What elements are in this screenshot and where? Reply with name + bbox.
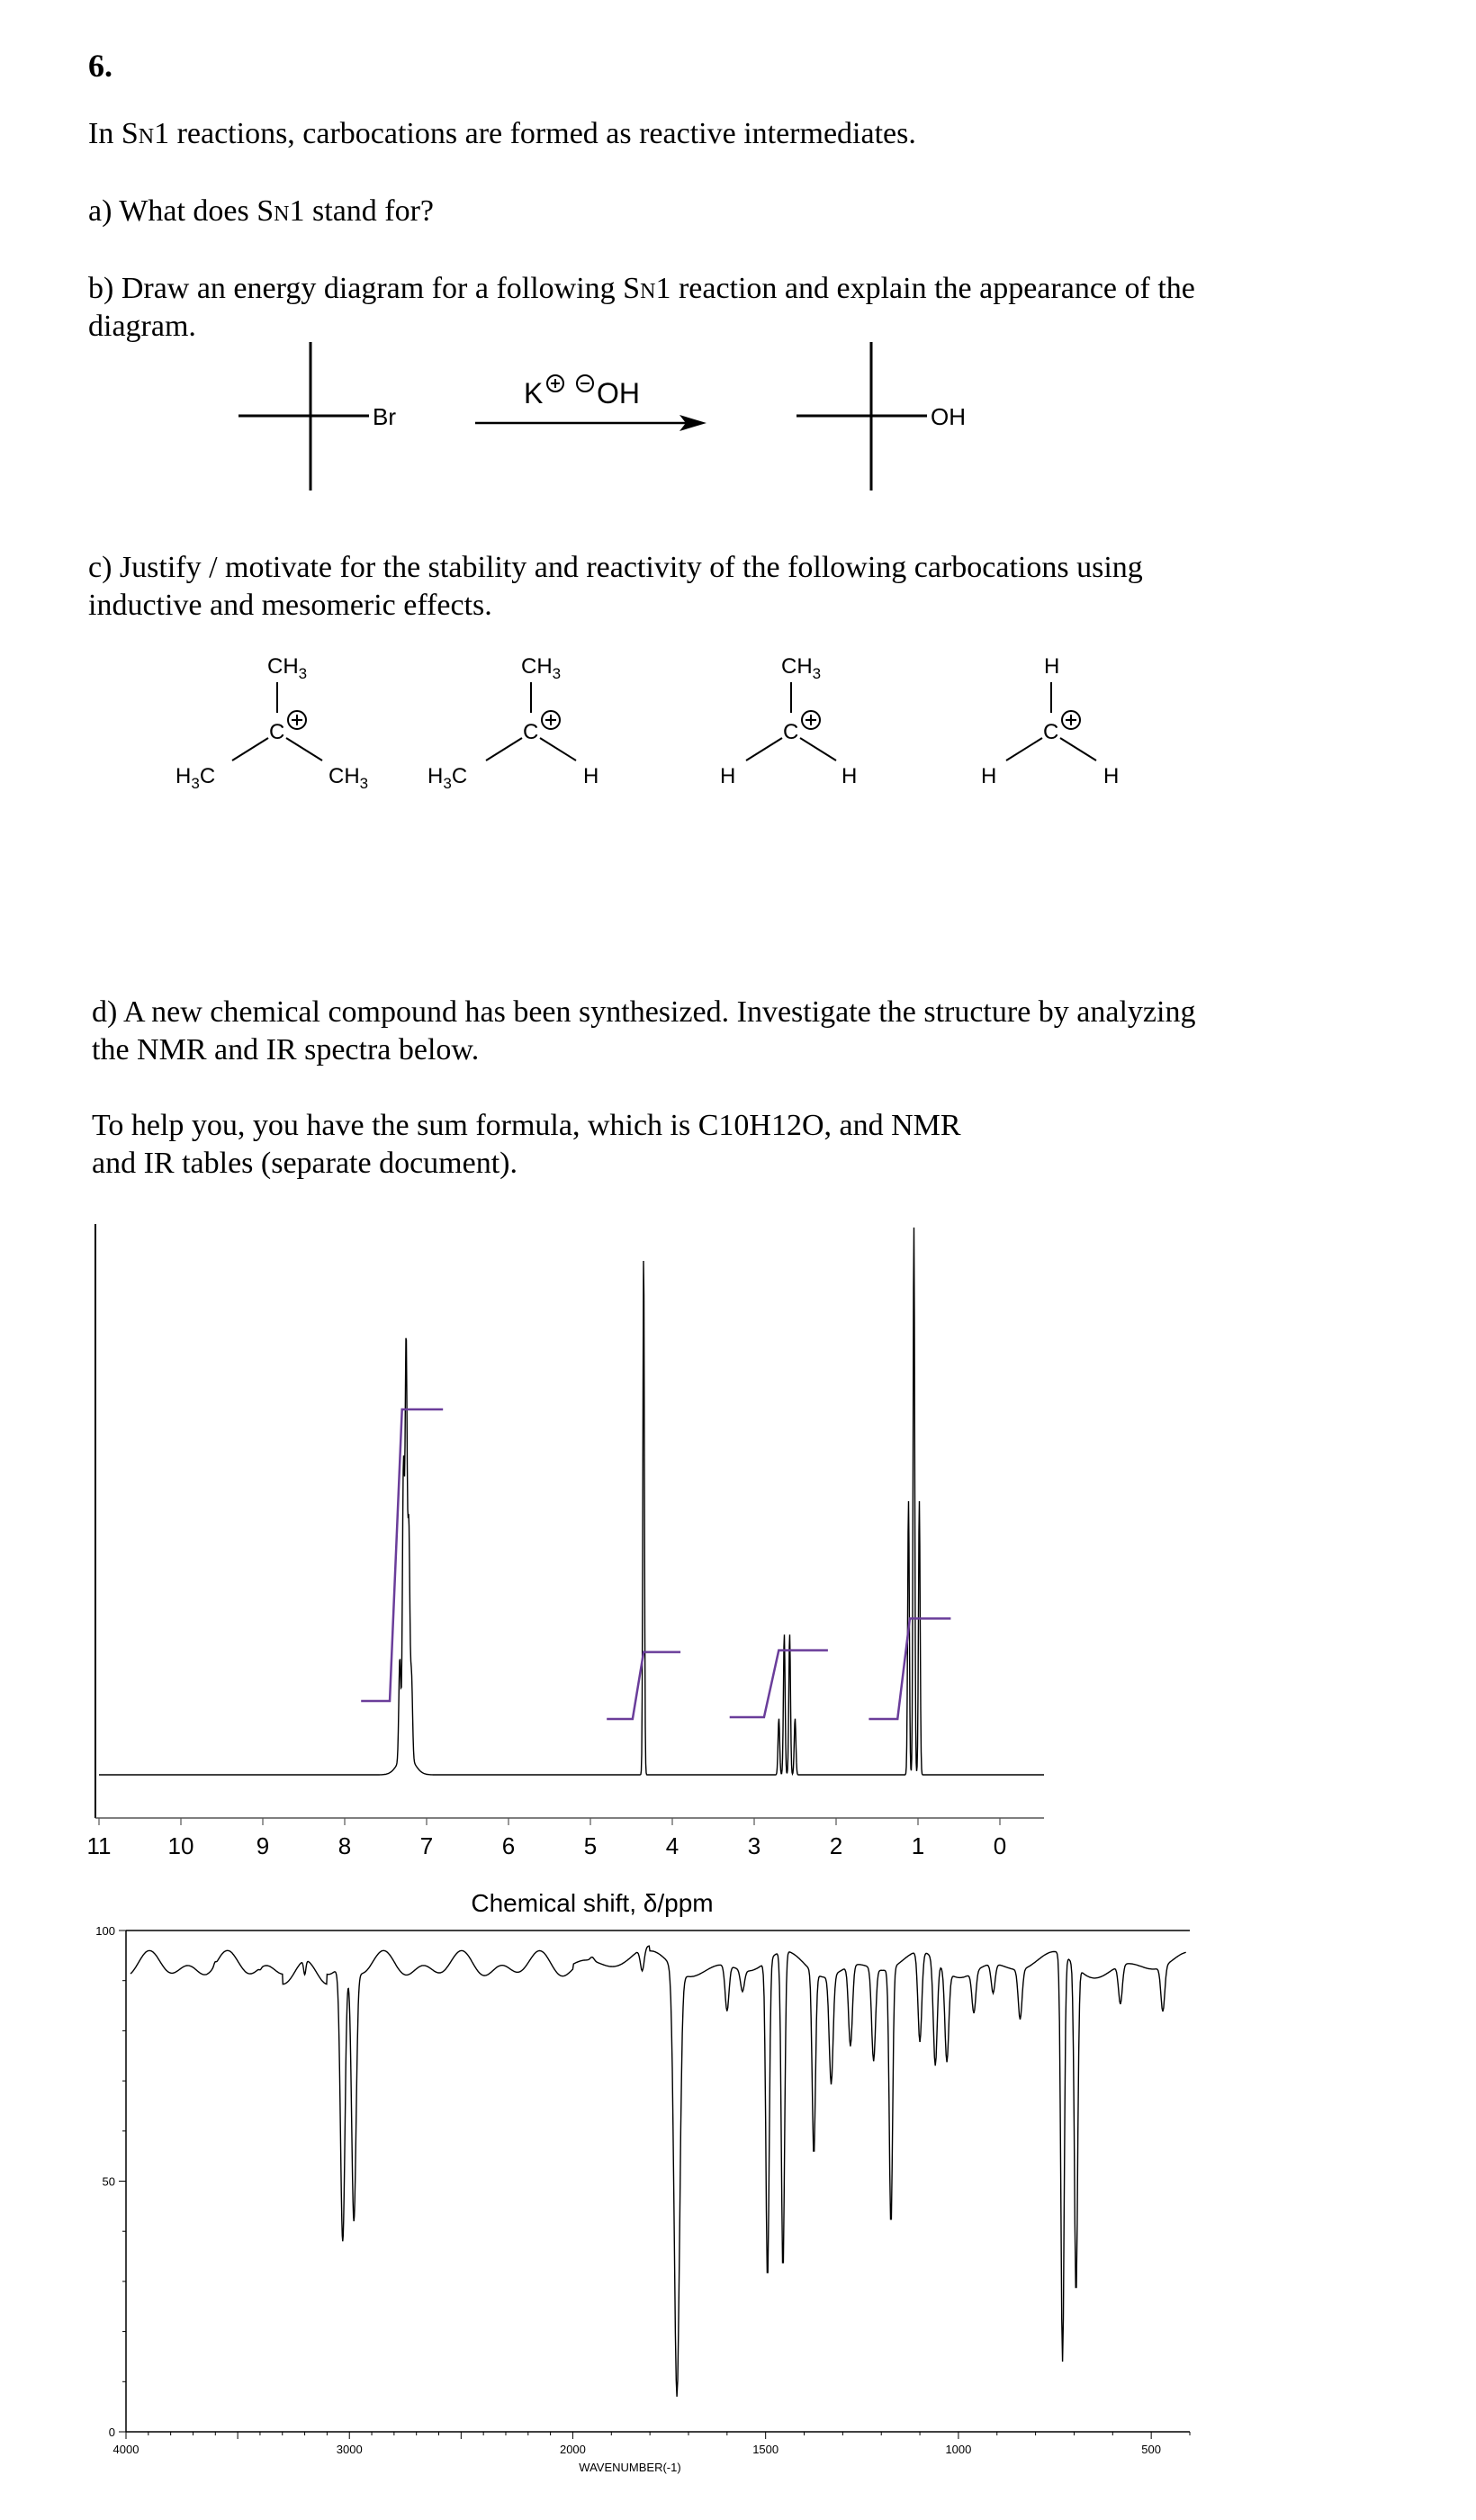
cation-3-top: $CH_3$ — [781, 654, 822, 682]
reagent-oh-label: OH — [597, 377, 640, 410]
nmr-tick-label-10: 10 — [167, 1832, 194, 1859]
nmr-tick-label-8: 8 — [338, 1832, 352, 1859]
cation-2-right: H — [583, 764, 599, 788]
carbocation-secondary — [428, 654, 598, 792]
product-structure — [796, 342, 966, 490]
cation-3-right: H — [842, 764, 858, 788]
part-a-text: a) What does SN1 stand for? — [88, 194, 435, 228]
ir-tick-labels — [95, 1924, 1161, 2456]
nmr-tick-label-1: 1 — [911, 1832, 925, 1859]
nmr-tick-label-2: 2 — [829, 1832, 843, 1859]
carbocation-primary — [720, 654, 857, 788]
nmr-tick-label-9: 9 — [256, 1832, 270, 1859]
cation-4-top: H — [1044, 654, 1060, 679]
nmr-x-axis-label: Chemical shift, δ/ppm — [471, 1889, 714, 1917]
cation-1-center: C — [269, 720, 285, 744]
reagent-k-label: K — [524, 377, 544, 410]
nmr-tick-label-4: 4 — [665, 1832, 680, 1859]
ir-axes — [119, 1930, 1190, 2439]
ir-trace — [130, 1946, 1186, 2397]
nmr-tick-label-6: 6 — [501, 1832, 516, 1859]
reaction-arrow — [475, 415, 706, 431]
part-b-text-line2: diagram. — [88, 310, 196, 343]
reactant-br-label: Br — [373, 403, 396, 430]
intro-text: In SN1 reactions, carbocations are formed as reactive intermediates. — [88, 117, 916, 150]
cation-1-top: $CH_3$ — [267, 654, 308, 682]
ir-spectrum-line — [130, 1946, 1186, 2397]
nmr-integration-step-3 — [730, 1651, 828, 1717]
part-d-text-line2: the NMR and IR spectra below. — [92, 1033, 480, 1066]
nmr-integration-curves — [361, 1409, 950, 1719]
cation-4-right: H — [1103, 764, 1120, 788]
nmr-tick-labels — [87, 1818, 1007, 1859]
cation-1-right: $CH_3$ — [328, 764, 369, 792]
ir-x-axis-label: WAVENUMBER(-1) — [579, 2461, 681, 2474]
nmr-tick-label-7: 7 — [419, 1832, 434, 1859]
nmr-integration-step-2 — [607, 1652, 680, 1719]
cation-3-center: C — [783, 720, 799, 744]
cation-2-center: C — [523, 720, 539, 744]
ir-y-tick-100: 100 — [95, 1924, 115, 1938]
product-oh-label: OH — [931, 403, 966, 430]
reaction-scheme — [0, 333, 1476, 513]
ir-y-tick-50: 50 — [102, 2174, 115, 2189]
nmr-trace — [99, 1228, 1044, 1775]
nmr-tick-label-3: 3 — [747, 1832, 761, 1859]
ir-x-tick-3000: 3000 — [336, 2443, 363, 2456]
ir-x-tick-1000: 1000 — [945, 2443, 972, 2456]
ir-spectrum — [0, 1908, 1476, 2484]
ir-x-tick-2000: 2000 — [559, 2443, 586, 2456]
cation-2-left: $H_3C$ — [428, 764, 468, 792]
question-number: 6. — [88, 48, 112, 84]
nmr-spectrum-line — [99, 1228, 1044, 1775]
part-c-text-line2: inductive and mesomeric effects. — [88, 589, 492, 622]
part-d-text-line3: To help you, you have the sum formula, which is C10H12O, and NMR — [92, 1109, 961, 1142]
part-c-text: c) Justify / motivate for the stability and reactivity of the following carbocations using — [88, 551, 1143, 584]
nmr-tick-label-11: 11 — [86, 1832, 112, 1859]
cation-4-center: C — [1043, 720, 1059, 744]
carbocation-methyl — [981, 654, 1119, 788]
part-b-text: b) Draw an energy diagram for a following SN1 reaction and explain the appearance of the — [88, 272, 1195, 305]
reagent — [524, 375, 640, 410]
nmr-spectrum — [0, 1224, 1476, 1935]
nmr-tick-label-0: 0 — [993, 1832, 1007, 1859]
ir-x-tick-500: 500 — [1141, 2443, 1162, 2456]
reactant-structure — [238, 342, 396, 490]
ir-x-tick-1500: 1500 — [752, 2443, 779, 2456]
nmr-axis — [95, 1224, 1044, 1818]
part-d-text-line4: and IR tables (separate document). — [92, 1147, 518, 1180]
carbocation-tertiary — [176, 654, 368, 792]
cation-4-left: H — [981, 764, 997, 788]
ir-x-tick-4000: 4000 — [112, 2443, 140, 2456]
part-d-text: d) A new chemical compound has been synthesized. Investigate the structure by analyzing — [92, 995, 1196, 1029]
ir-y-tick-0: 0 — [108, 2426, 115, 2439]
cation-2-top: $CH_3$ — [521, 654, 562, 682]
carbocation-structures — [0, 639, 1476, 801]
cation-1-left: $H_3C$ — [176, 764, 216, 792]
nmr-tick-label-5: 5 — [583, 1832, 598, 1859]
cation-3-left: H — [720, 764, 736, 788]
